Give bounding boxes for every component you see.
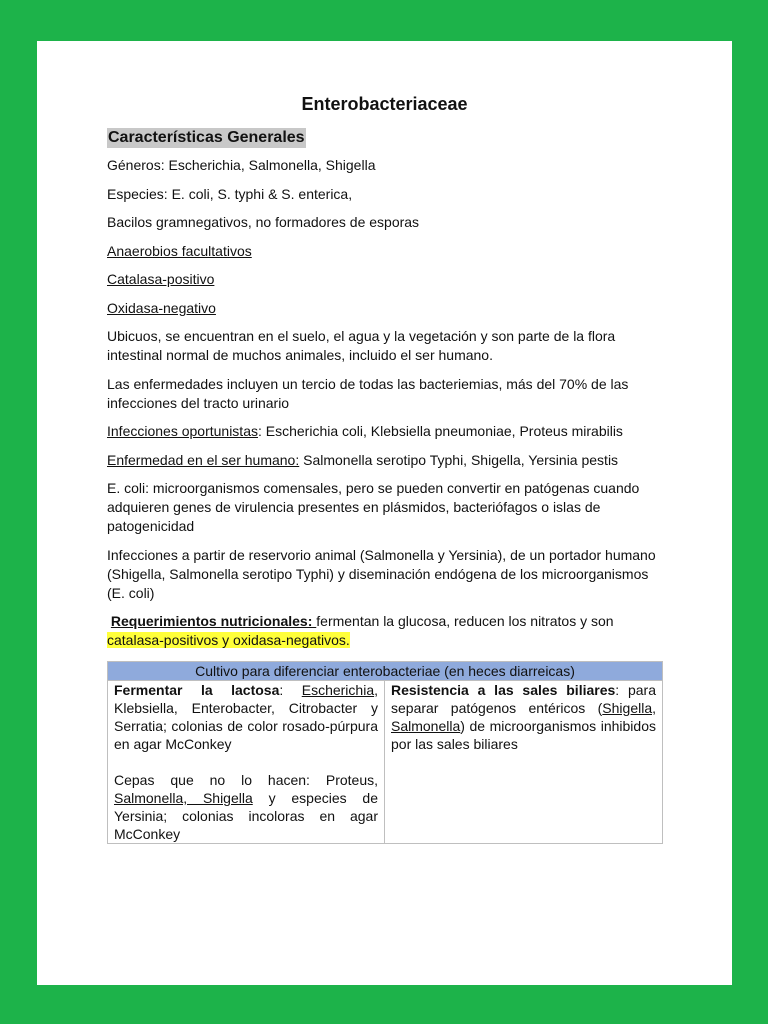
oportunistas-text: : Escherichia coli, Klebsiella pneumoniae, Proteus mirabilis: [257, 423, 623, 439]
sales-underlined: Shigella, Salmonella: [391, 700, 656, 734]
cepas-a: Cepas que no lo hacen: Proteus,: [114, 772, 378, 788]
paragraph-oportunistas: [107, 422, 662, 441]
table-header: Cultivo para diferenciar enterobacteriae (en heces diarreicas): [108, 662, 663, 681]
section-title: Características Generales: [108, 129, 305, 146]
req-highlight: catalasa-positivos y oxidasa-negativos.: [107, 632, 350, 648]
paragraph-requerimientos: [107, 612, 662, 650]
document-title: Enterobacteriaceae: [301, 94, 468, 114]
lactosa-sep: :: [279, 682, 302, 698]
document-page: [37, 41, 732, 985]
req-text: fermentan la glucosa, reducen los nitratos y son: [316, 613, 614, 629]
table-cell-lactosa: [108, 681, 385, 844]
line-catalasa: [107, 270, 662, 289]
line-bacilos: Bacilos gramnegativos, no formadores de esporas: [107, 214, 420, 230]
req-label: Requerimientos nutricionales:: [110, 613, 317, 629]
document-content: [107, 93, 662, 844]
paragraph-ubicuos: Ubicuos, se encuentran en el suelo, el agua y la vegetación y son parte de la flora intestinal normal de muchos animales, incluido el ser humano.: [107, 328, 616, 363]
paragraph-enfermedades: Las enfermedades incluyen un tercio de todas las bacteriemias, más del 70% de las infecciones del tracto urinario: [107, 375, 629, 411]
cepas-underlined: Salmonella, Shigella: [114, 790, 253, 806]
line-oxidasa: [107, 299, 662, 318]
table-cell-sales-biliares: [385, 681, 663, 844]
sales-bold: Resistencia a las sales biliares: [391, 682, 616, 698]
oxidasa-text: Oxidasa-negativo: [107, 299, 216, 316]
cell-spacer: [114, 753, 378, 771]
table-header-row: [108, 662, 663, 681]
paragraph-humano: [107, 451, 662, 470]
paragraph-ecoli: E. coli: microorganismos comensales, pero se pueden convertir en patógenas cuando adquieren genes de virulencia presentes en plásmidos, bacteriófagos o islas de patogenicidad: [107, 480, 640, 534]
table-row: [108, 681, 663, 844]
cepas-b: y especies de Yersinia; colonias incoloras en agar McConkey: [114, 790, 378, 842]
humano-text: Salmonella serotipo Typhi, Shigella, Yersinia pestis: [299, 451, 619, 468]
line-anaerobios: [107, 242, 662, 261]
lactosa-rest: , Klebsiella, Enterobacter, Citrobacter y Serratia; colonias de color rosado-púrpura en agar McConkey: [114, 682, 378, 752]
humano-label: Enfermedad en el ser humano:: [107, 451, 300, 468]
line-generos: Géneros: Escherichia, Salmonella, Shigella: [107, 157, 376, 173]
lactosa-escherichia: Escherichia: [301, 682, 375, 698]
paragraph-reservorio: Infecciones a partir de reservorio animal (Salmonella y Yersinia), de un portador humano (Shigella, Salmonella serotipo Typhi) y diseminación endógena de los microorganismos (E. coli): [107, 546, 656, 601]
oportunistas-label: Infecciones oportunistas: [107, 423, 258, 439]
sales-a: : para separar patógenos entéricos (: [391, 682, 656, 716]
catalasa-text: Catalasa-positivo: [107, 271, 215, 287]
anaerobios-text: Anaerobios facultativos: [107, 242, 252, 259]
line-especies: Especies: E. coli, S. typhi & S. enterica,: [107, 185, 353, 202]
culture-table: [107, 661, 663, 844]
lactosa-bold: Fermentar la lactosa: [114, 682, 280, 698]
sales-b: ) de microorganismos inhibidos por las sales biliares: [391, 718, 656, 752]
